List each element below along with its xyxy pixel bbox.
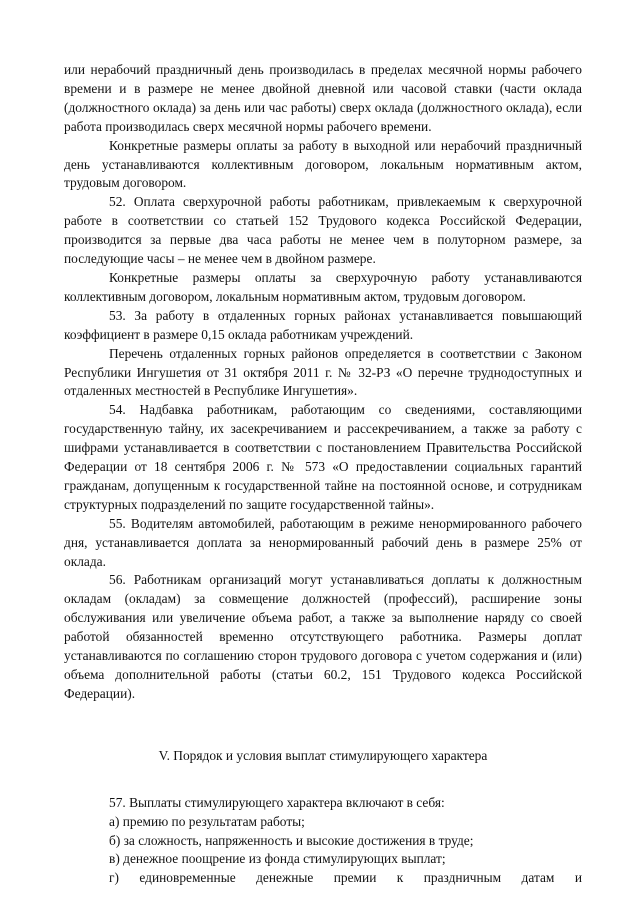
paragraph-53: 53. За работу в отдаленных горных районах устанавливается повышающий коэффициент в размере 0,15 оклада работникам учреждений. [64,307,582,342]
paragraph-mountain-districts: Перечень отдаленных горных районов определяется в соответствии с Законом Республики Ингушетия от 31 октября 2011 г. № 32-РЗ «О перечне труднодоступных и отдаленных местностей в Республике Ингушетия». [64,345,582,399]
paragraph-continuation: или нерабочий праздничный день производилась в пределах месячной нормы рабочего времени и в размере не менее двойной дневной или часовой ставки (части оклада (должностного оклада) за день или час работы) сверх оклада (должностного оклада), если работа производилась сверх месячной нормы рабочего времени. [64,62,582,134]
paragraph-56: 56. Работникам организаций могут устанавливаться доплаты к должностным окладам (окладам) за совмещение должностей (профессий), расширение зоны обслуживания или увеличение объема работ, а также за выполнение наряду со своей работой обязанностей временно отсутствующего работника. Размеры доплат устанавливаются по соглашению сторон трудового договора с учетом содержания и (или) объема дополнительной работы (статьи 60.2, 151 Трудового кодекса Российской Федерации). [64,572,582,701]
section-heading: V. Порядок и условия выплат стимулирующего характера [158,747,488,763]
paragraph-57: 57. Выплаты стимулирующего характера включают в себя: [109,794,445,810]
paragraph-54: 54. Надбавка работникам, работающим со сведениями, составляющими государственную тайну, их засекречиванием и рассекречиванием, а также за работу с шифрами устанавливается в соответствии с постановлением Правительства Российской Федерации от 18 сентября 2006 г. № 573 «О предоставлении социальных гарантий гражданам, допущенным к государственной тайне на постоянной основе, и сотрудникам структурных подразделений по защите государственной тайны». [64,402,582,512]
list-item: б) за сложность, напряженность и высокие достижения в труде; [109,832,474,848]
list-item: г) единовременные денежные премии к праздничным датам и [109,870,582,886]
list-item: в) денежное поощрение из фонда стимулирующих выплат; [109,851,446,867]
paragraph-overtime-pay-amounts: Конкретные размеры оплаты за сверхурочную работу устанавливаются коллективным договором, локальным нормативным актом, трудовым договором. [64,269,582,304]
list-item: а) премию по результатам работы; [109,813,305,829]
paragraph-holiday-pay-amounts: Конкретные размеры оплаты за работу в выходной или нерабочий праздничный день устанавливаются коллективным договором, локальным нормативным актом, трудовым договором. [64,137,582,191]
paragraph-55: 55. Водителям автомобилей, работающим в режиме ненормированного рабочего дня, устанавливается доплата за ненормированный рабочий день в размере 25% от оклада. [64,515,582,569]
paragraph-52: 52. Оплата сверхурочной работы работникам, привлекаемым к сверхурочной работе в соответствии со статьей 152 Трудового кодекса Российской Федерации, производится за первые два часа работы не менее чем в полуторном размере, за последующие часы – не менее чем в двойном размере. [64,194,582,267]
